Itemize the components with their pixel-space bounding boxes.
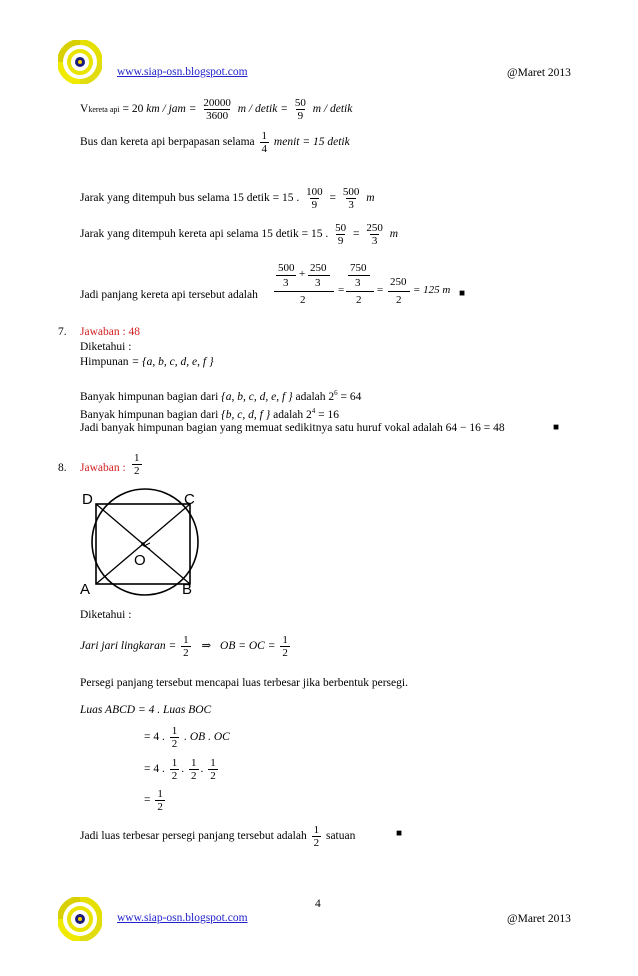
bus-distance-line: Jarak yang ditempuh bus selama 15 detik = 15 . $\frac{100}{9}$ = $\frac{500}{3}$ m: [80, 186, 375, 211]
train-distance-line: Jarak yang ditempuh kereta api selama 15 detik = 15 . $\frac{50}{9}$ = $\frac{250}{3}$ m: [80, 222, 399, 247]
osn-logo-icon: [58, 897, 102, 941]
end-mark: ■: [396, 828, 403, 839]
fraction: $\frac{500}{3}$: [342, 186, 360, 211]
footer-url-link[interactable]: www.siap-osn.blogspot.com: [117, 912, 248, 924]
page-number: 4: [315, 898, 321, 910]
answer-8: Jawaban :: [80, 462, 126, 474]
subsets-consonant-line: Banyak himpunan bagian dari {b, c, d, f } adalah $2^4 = 16$: [80, 407, 340, 421]
area-step-4: = $\frac{1}{2}$: [144, 788, 163, 813]
vertex-label-d: D: [82, 491, 93, 508]
fraction: $\frac{100}{9}$: [306, 186, 323, 211]
fraction: $\frac{1}{2}$: [313, 824, 320, 849]
train-length-label: Jadi panjang kereta api tersebut adalah: [80, 289, 258, 301]
fraction: $\frac{1}{2}$: [282, 634, 288, 659]
fraction: $\frac{50}{9}$: [294, 97, 306, 122]
fraction: $\frac{50}{9}$: [335, 222, 347, 247]
item-number-8: 8.: [58, 462, 67, 474]
vertex-label-c: C: [184, 491, 195, 508]
known-label-7: Diketahui :: [80, 341, 132, 353]
subsets-all-line: Banyak himpunan bagian dari {a, b, c, d, e, f } adalah $2^6 = 64$: [80, 389, 362, 403]
area-step-2: = 4 . $\frac{1}{2}$ . OB . OC: [144, 725, 230, 750]
end-mark: ■: [553, 422, 560, 433]
area-conclusion: Jadi luas terbesar persegi panjang tersebut adalah $\frac{1}{2}$ satuan: [80, 824, 356, 849]
radius-line: Jari jari lingkaran = $\frac{1}{2}$ ⇒ OB = OC = $\frac{1}{2}$: [80, 634, 288, 659]
velocity-line: Vkereta api = 20 km / jam = $\frac{20000}{3600}$ m / detik = $\frac{50}{9}$ m / detik: [80, 97, 353, 122]
header-date: @Maret 2013: [507, 67, 571, 79]
meet-time-line: Bus dan kereta api berpapasan selama $\frac{1}{4}$ menit = 15 detik: [80, 130, 350, 155]
fraction: $\frac{250}{3}$: [366, 222, 383, 247]
footer-date: @Maret 2013: [507, 913, 571, 925]
fraction: $\frac{1}{2}$: [157, 788, 163, 813]
subsets-conclusion-line: Jadi banyak himpunan bagian yang memuat sedikitnya satu huruf vokal adalah 64 − 16 = 48: [80, 422, 505, 434]
square-statement: Persegi panjang tersebut mencapai luas terbesar jika berbentuk persegi.: [80, 677, 408, 689]
train-length-expression: 500 + 250 3 3 2 = 750 3 2 = 250 2 = 125 m: [274, 262, 474, 312]
fraction: $\frac{1}{2}$: [183, 634, 189, 659]
fraction: $\frac{1}{2}$: [210, 757, 216, 782]
fraction: $\frac{1}{4}$: [261, 130, 268, 155]
fraction: $\frac{1}{2}$: [171, 725, 178, 750]
header-url-link[interactable]: www.siap-osn.blogspot.com: [117, 66, 248, 78]
fraction: $\frac{1}{2}$: [171, 757, 178, 782]
answer-7: Jawaban : 48: [80, 326, 141, 338]
fraction: $\frac{1}{2}$: [191, 757, 197, 782]
end-mark: ■: [459, 288, 466, 299]
circle-square-figure: [76, 488, 216, 600]
area-step-3: = 4 . $\frac{1}{2}$ . $\frac{1}{2}$ . $\frac{1}{2}$: [144, 757, 216, 782]
osn-logo-icon: [58, 40, 102, 84]
center-label-o: O: [134, 552, 146, 569]
answer-fraction: $\frac{1}{2}$: [134, 452, 140, 477]
area-step-1: Luas ABCD = 4 . Luas BOC: [80, 704, 212, 716]
known-label-8: Diketahui :: [80, 609, 132, 621]
set-definition: Himpunan = {a, b, c, d, e, f }: [80, 356, 214, 368]
vertex-label-a: A: [80, 581, 91, 598]
vertex-label-b: B: [182, 581, 193, 598]
item-number-7: 7.: [58, 326, 67, 338]
fraction: $\frac{20000}{3600}$: [203, 97, 231, 122]
